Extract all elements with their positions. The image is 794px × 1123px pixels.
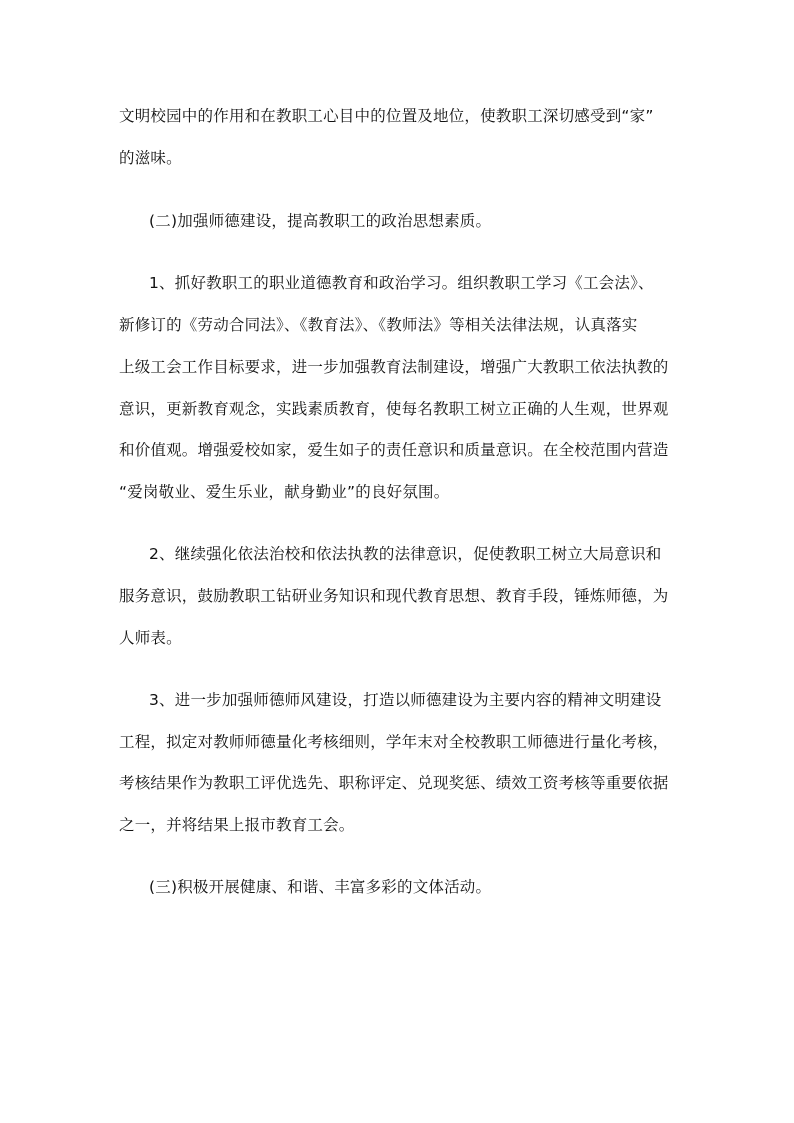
text-line: 3、进一步加强师德师风建设，打造以师德建设为主要内容的精神文明建设 bbox=[149, 691, 662, 709]
section-heading: (三)积极开展健康、和谐、丰富多彩的文体活动。 bbox=[149, 878, 492, 896]
text-line: 和价值观。增强爱校如家，爱生如子的责任意识和质量意识。在全校范围内营造 bbox=[119, 441, 669, 459]
text-line: 的滋味。 bbox=[119, 149, 182, 167]
text-line: 之一，并将结果上报市教育工会。 bbox=[119, 816, 355, 834]
section-heading: (二)加强师德建设，提高教职工的政治思想素质。 bbox=[149, 212, 492, 230]
text-line: 2、继续强化依法治校和依法执教的法律意识，促使教职工树立大局意识和 bbox=[149, 545, 662, 563]
text-line: 服务意识，鼓励教职工钻研业务知识和现代教育思想、教育手段，锤炼师德，为 bbox=[119, 587, 669, 605]
text-line: 意识，更新教育观念，实践素质教育，使每名教职工树立正确的人生观，世界观 bbox=[119, 400, 669, 418]
text-line: 1、抓好教职工的职业道德教育和政治学习。组织教职工学习《工会法》、 bbox=[149, 274, 654, 292]
text-line: 文明校园中的作用和在教职工心目中的位置及地位，使教职工深切感受到“家” bbox=[119, 107, 654, 125]
text-line: 人师表。 bbox=[119, 629, 182, 647]
text-line: 新修订的《劳动合同法》、《教育法》、《教师法》等相关法律法规，认真落实 bbox=[119, 316, 638, 334]
text-line: 考核结果作为教职工评优选先、职称评定、兑现奖惩、绩效工资考核等重要依据 bbox=[119, 774, 669, 792]
text-line: 上级工会工作目标要求，进一步加强教育法制建设，增强广大教职工依法执教的 bbox=[119, 358, 669, 376]
text-line: “爱岗敬业、爱生乐业，献身勤业”的良好氛围。 bbox=[119, 483, 450, 501]
text-line: 工程，拟定对教师师德量化考核细则，学年末对全校教职工师德进行量化考核， bbox=[119, 733, 669, 751]
